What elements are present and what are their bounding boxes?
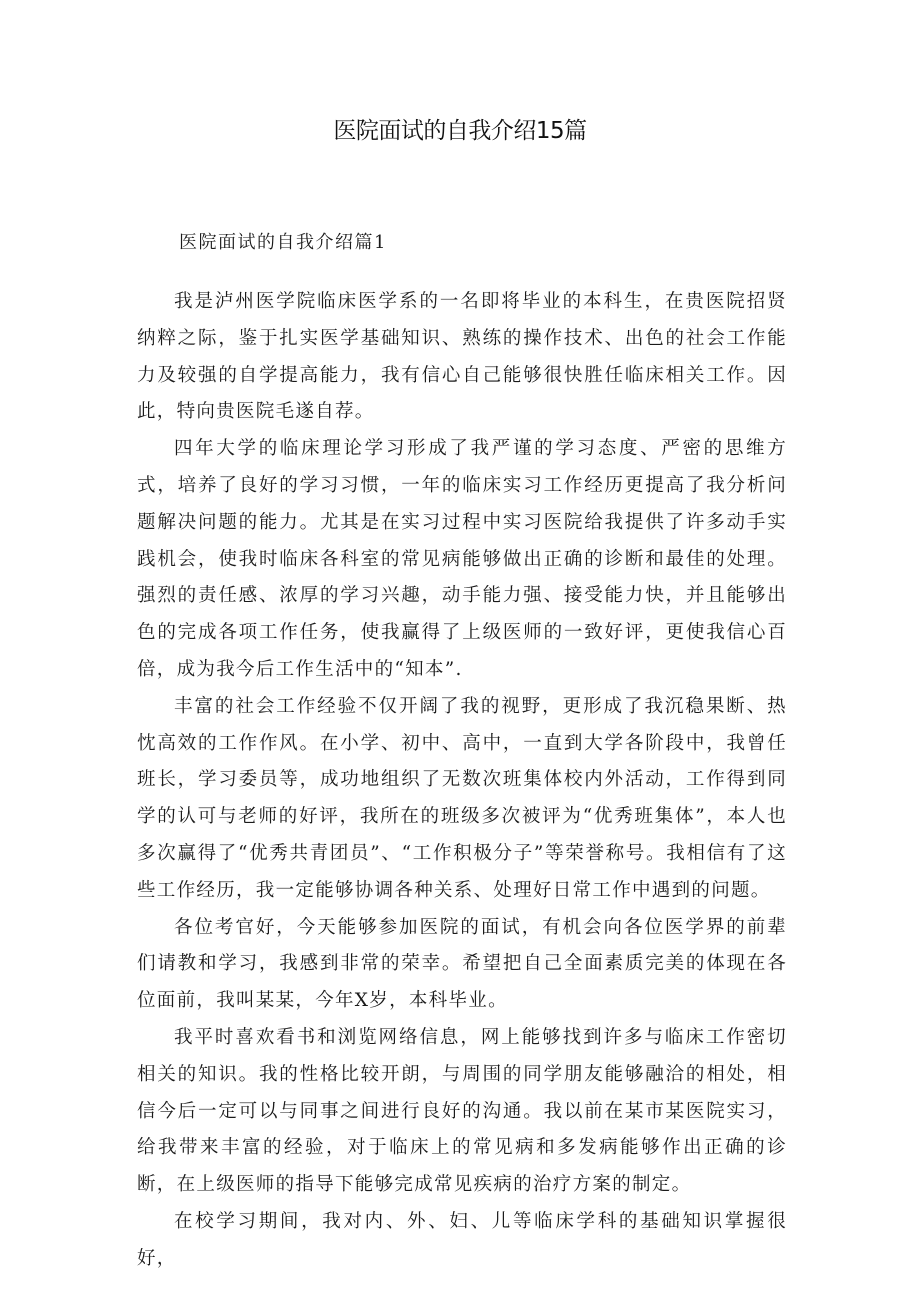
- paragraph-3: 丰富的社会工作经验不仅开阔了我的视野，更形成了我沉稳果断、热忱高效的工作作风。在小学、初中、高中，一直到大学各阶段中，我曾任班长，学习委员等，成功地组织了无数次班集体校内外活动，工作得到同学的认可与老师的好评，我所在的班级多次被评为“优秀班集体”，本人也多次赢得了“优秀共青团员”、“工作积极分子”等荣誉称号。我相信有了这些工作经历，我一定能够协调各种关系、处理好日常工作中遇到的问题。: [137, 695, 787, 901]
- paragraph-6: 在校学习期间，我对内、外、妇、儿等临床学科的基础知识掌握很好，: [137, 1210, 787, 1269]
- section-heading: 医院面试的自我介绍篇1: [179, 232, 387, 253]
- paragraph-5: 我平时喜欢看书和浏览网络信息，网上能够找到许多与临床工作密切相关的知识。我的性格比较开朗，与周围的同学朋友能够融洽的相处，相信今后一定可以与同事之间进行良好的沟通。我以前在某市某医院实习，给我带来丰富的经验，对于临床上的常见病和多发病能够作出正确的诊断，在上级医师的指导下能够完成常见疾病的治疗方案的制定。: [137, 1026, 787, 1196]
- paragraph-4: 各位考官好，今天能够参加医院的面试，有机会向各位医学界的前辈们请教和学习，我感到非常的荣幸。希望把自己全面素质完美的体现在各位面前，我叫某某，今年X岁，本科毕业。: [137, 916, 787, 1012]
- paragraph-1: 我是泸州医学院临床医学系的一名即将毕业的本科生，在贵医院招贤纳粹之际，鉴于扎实医学基础知识、熟练的操作技术、出色的社会工作能力及较强的自学提高能力，我有信心自己能够很快胜任临床相关工作。因此，特向贵医院毛遂自荐。: [137, 291, 787, 423]
- document-body: [137, 284, 787, 1278]
- document-title: 医院面试的自我介绍15篇: [333, 118, 587, 144]
- paragraph-2: 四年大学的临床理论学习形成了我严谨的学习态度、严密的思维方式，培养了良好的学习习惯，一年的临床实习工作经历更提高了我分析问题解决问题的能力。尤其是在实习过程中实习医院给我提供了许多动手实践机会，使我时临床各科室的常见病能够做出正确的诊断和最佳的处理。强烈的责任感、浓厚的学习兴趣，动手能力强、接受能力快，并且能够出色的完成各项工作任务，使我赢得了上级医师的一致好评，更使我信心百倍，成为我今后工作生活中的“知本”.: [137, 438, 787, 680]
